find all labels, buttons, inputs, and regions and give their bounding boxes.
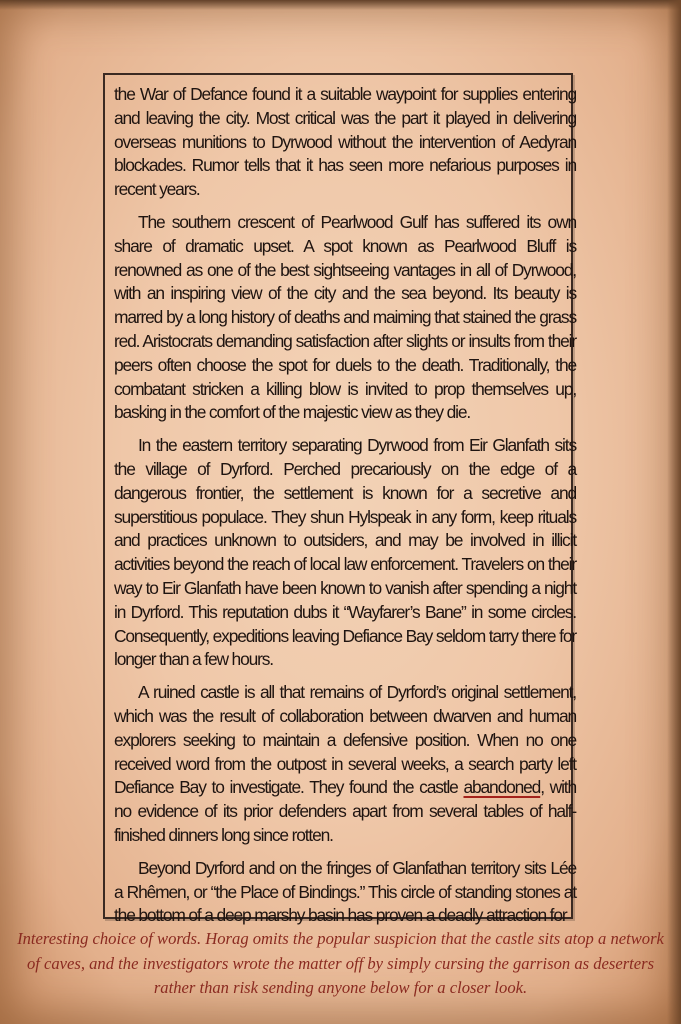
paragraph-place-of-bindings: Beyond Dyrford and on the fringes of Glanfathan territory sits Lée a Rhêmen, or “the Place of Bindings.” This circle of standing stones at the bottom of a deep marshy basin has proven a deadly attraction for bbox=[114, 857, 576, 926]
paragraph-war-of-defiance: the War of Defance found it a suitable waypoint for supplies entering and leaving the city. Most critical was the part it played in delivering overseas munitions to Dyrwood without the intervention of Aedyran blockades. Rumor tells that it has seen more nefarious purposes in recent years. bbox=[114, 84, 576, 200]
burnt-top-edge bbox=[0, 0, 681, 10]
paragraph-dyrford: In the eastern territory separating Dyrwood from Eir Glanfath sits the village of Dyrford. Perched precariously on the edge of a dangerous frontier, the settlement is known for a secretive and superstitious populace. They shun Hylspeak in any form, keep rituals and practices unknown to outsiders, and may be involved in illicit activities beyond the reach of local law enforcement. Travelers on their way to Eir Glanfath have been known to vanish after spending a night in Dyrford. This reputation dubs it “Wayfarer’s Bane” in some circles. Consequently, expeditions leaving Defiance Bay seldom tarry there for longer than a few hours. bbox=[114, 435, 576, 670]
paragraph-ruined-castle bbox=[114, 681, 576, 848]
torn-right-edge bbox=[667, 0, 681, 1024]
castle-text-after: , with no evidence of its prior defenders apart from several tables of half-finished dinners long since rotten. bbox=[114, 777, 576, 845]
book-text bbox=[114, 83, 576, 926]
underlined-word-abandoned: abandoned bbox=[463, 777, 541, 798]
castle-text-before: A ruined castle is all that remains of Dyrford’s original settlement, which was the result of collaboration between dwarven and human explorers seeking to maintain a defensive position. When no one received word from the outpost in several weeks, a search party left Defiance Bay to investigate. They found the castle bbox=[114, 682, 576, 798]
paragraph-pearlwood-gulf: The southern crescent of Pearlwood Gulf has suffered its own share of dramatic upset. A spot known as Pearlwood Bluff is renowned as one of the best sightseeing vantages in all of Dyrwood, with an inspiring view of the city and the sea beyond. Its beauty is marred by a long history of deaths and maiming that stained the grass red. Aristocrats demanding satisfaction after slights or insults from their peers often choose the spot for duels to the death. Traditionally, the combatant stricken a killing blow is invited to prop themselves up, basking in the comfort of the majestic view as they die. bbox=[114, 211, 576, 423]
margin-annotation: Interesting choice of words. Horag omits the popular suspicion that the castle sits atop a network of caves, and the investigators wrote the matter off by simply cursing the garrison as deserters rather than risk sending anyone below for a closer look. bbox=[17, 929, 664, 997]
